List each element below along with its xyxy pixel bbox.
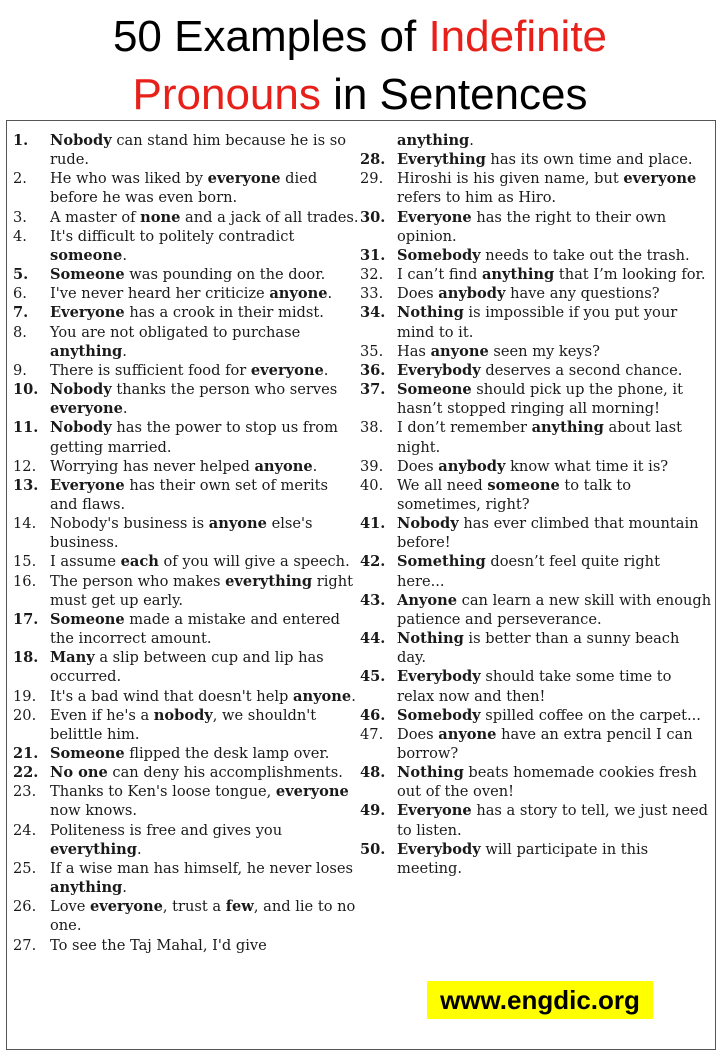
item-number: 11. [13, 419, 39, 437]
item-sentence [397, 150, 712, 169]
sentence-text: . [312, 457, 318, 475]
pronoun-highlight: Someone [50, 610, 125, 628]
sentence-text: Thanks to Ken's loose tongue, [50, 783, 276, 801]
item-number: 32. [360, 266, 384, 284]
sentence-item [13, 227, 359, 265]
item-sentence [50, 323, 359, 361]
pronoun-highlight: anybody [438, 457, 506, 475]
pronoun-highlight: someone [487, 476, 560, 494]
sentence-item [13, 552, 359, 571]
pronoun-highlight: Somebody [397, 706, 481, 724]
sentence-text: deserves a second chance. [480, 361, 683, 379]
sentence-text: It's a bad wind that doesn't help [50, 687, 293, 705]
item-sentence [50, 131, 359, 169]
sentence-item [360, 208, 712, 246]
item-number: 23. [13, 783, 37, 801]
item-sentence [397, 840, 712, 878]
sentence-text: and a jack of all trades. [180, 208, 359, 226]
item-number: 9. [13, 361, 27, 379]
item-sentence [50, 265, 359, 284]
item-sentence [50, 208, 359, 227]
item-sentence [397, 208, 712, 246]
sentence-item [360, 284, 712, 303]
sentence-text: has the power to stop us from getting married. [50, 419, 338, 456]
sentence-item [360, 303, 712, 341]
item-number: 29. [360, 170, 384, 188]
sentence-text: Has [397, 342, 431, 360]
sentence-item [13, 418, 359, 456]
item-number: 43. [360, 591, 386, 609]
page-title [0, 8, 720, 124]
sentence-text: was pounding on the door. [124, 266, 326, 284]
sentence-item [13, 744, 359, 763]
item-sentence [50, 897, 359, 935]
title-line1-highlight: Indefinite [428, 12, 608, 61]
item-sentence [50, 936, 359, 955]
sentence-item [13, 821, 359, 859]
pronoun-highlight: nobody [153, 706, 213, 724]
sentence-item [360, 629, 712, 667]
sentence-text: , and lie to no one. [50, 898, 356, 935]
pronoun-highlight: everything [225, 572, 313, 590]
item-sentence [50, 744, 359, 763]
sentence-item [360, 801, 712, 839]
item-sentence [397, 303, 712, 341]
pronoun-highlight: No one [50, 764, 108, 782]
pronoun-highlight: Someone [50, 266, 125, 284]
item-number: 31. [360, 246, 386, 264]
sentence-item [360, 380, 712, 418]
item-sentence [50, 457, 359, 476]
item-sentence [50, 303, 359, 322]
pronoun-highlight: Everyone [50, 304, 125, 322]
sentence-text: I don’t remember [397, 419, 532, 437]
sentence-text: If a wise man has himself, he never loses [50, 859, 354, 877]
sentence-text: Nobody's business is [50, 515, 209, 533]
item-sentence [397, 418, 712, 456]
sentence-item [13, 936, 359, 955]
item-number: 27. [13, 936, 37, 954]
item-sentence [397, 706, 712, 725]
item-sentence [397, 552, 712, 590]
item-number: 8. [13, 323, 27, 341]
sentence-text: Hiroshi is his given name, but [397, 170, 624, 188]
item-number: 13. [13, 476, 39, 494]
sentence-text: can learn a new skill with enough patience and perseverance. [397, 591, 712, 628]
pronoun-highlight: Nothing [397, 630, 464, 648]
pronoun-highlight: anyone [430, 342, 489, 360]
item-number: 15. [13, 553, 37, 571]
sentence-item [360, 667, 712, 705]
item-sentence [50, 418, 359, 456]
sentence-text: . [323, 361, 329, 379]
item-sentence [50, 572, 359, 610]
item-number: 28. [360, 151, 386, 169]
pronoun-highlight: anyone [293, 687, 352, 705]
item-number: 48. [360, 764, 386, 782]
sentence-text: He who was liked by [50, 170, 208, 188]
sentence-item [13, 169, 359, 207]
pronoun-highlight: anybody [438, 285, 506, 303]
item-number: 39. [360, 457, 384, 475]
item-number: 44. [360, 630, 386, 648]
sentence-item [360, 150, 712, 169]
item-number: 49. [360, 802, 386, 820]
pronoun-highlight: Nobody [50, 381, 112, 399]
pronoun-highlight: none [140, 208, 181, 226]
sentence-text: . [136, 840, 142, 858]
sentence-text: spilled coffee on the carpet... [480, 706, 701, 724]
item-number: 30. [360, 208, 386, 226]
pronoun-highlight: Everyone [397, 802, 472, 820]
sentence-item [360, 361, 712, 380]
pronoun-highlight: everyone [50, 400, 123, 418]
sentence-text: made a mistake and entered the incorrect amount. [50, 610, 341, 648]
item-number: 18. [13, 649, 39, 667]
sentence-text: will participate in this meeting. [397, 840, 649, 877]
sentence-item [13, 284, 359, 303]
sentence-item [13, 303, 359, 322]
pronoun-highlight: Everybody [397, 840, 481, 858]
website-badge[interactable]: www.engdic.org [427, 981, 653, 1019]
pronoun-highlight: Everyone [50, 476, 125, 494]
sentence-text: Does [397, 285, 439, 303]
pronoun-highlight: Many [50, 649, 95, 667]
sentence-item [360, 840, 712, 878]
examples-box [6, 120, 716, 1050]
sentence-text: has a crook in their midst. [124, 304, 324, 322]
pronoun-highlight: Nobody [50, 419, 112, 437]
sentence-text: that I’m looking for. [554, 266, 706, 284]
item-sentence [397, 342, 712, 361]
sentence-text: Does [397, 457, 439, 475]
pronoun-highlight: Something [397, 553, 486, 571]
item-number: 20. [13, 706, 37, 724]
sentence-item [360, 476, 712, 514]
item-sentence [397, 169, 712, 207]
sentence-text: has ever climbed that mountain before! [397, 515, 699, 552]
item-number: 33. [360, 285, 384, 303]
title-line-2 [0, 66, 720, 124]
pronoun-highlight: everyone [90, 898, 163, 916]
sentence-item [13, 323, 359, 361]
item-number: 45. [360, 668, 386, 686]
sentence-text: of you will give a speech. [158, 553, 350, 571]
item-number: 12. [13, 457, 37, 475]
sentence-item [13, 859, 359, 897]
sentence-item [13, 380, 359, 418]
item-sentence [50, 380, 359, 418]
item-number: 3. [13, 208, 27, 226]
sentence-text: doesn’t feel quite right here... [397, 553, 660, 590]
sentence-item [13, 610, 359, 648]
pronoun-highlight: Everyone [397, 208, 472, 226]
item-number: 10. [13, 381, 39, 399]
item-number: 35. [360, 342, 384, 360]
item-sentence [50, 284, 359, 303]
item-number: 6. [13, 285, 27, 303]
item-sentence [397, 380, 712, 418]
sentence-item [360, 514, 712, 552]
pronoun-highlight: Everybody [397, 361, 481, 379]
item-sentence [50, 782, 359, 820]
item-number: 47. [360, 725, 384, 743]
item-sentence [50, 169, 359, 207]
sentence-text: , trust a [162, 898, 226, 916]
sentence-text: . [122, 400, 128, 418]
pronoun-highlight: Everything [397, 151, 486, 169]
sentence-item [360, 169, 712, 207]
title-line1-plain: 50 Examples of [112, 12, 429, 61]
item-sentence [50, 227, 359, 265]
sentence-text: have an extra pencil I can borrow? [397, 725, 693, 762]
sentence-text: should take some time to relax now and then! [397, 668, 672, 705]
pronoun-highlight: someone [50, 246, 123, 264]
sentence-text: is impossible if you put your mind to it. [397, 304, 678, 341]
sentence-text: Does [397, 725, 439, 743]
pronoun-highlight: anything [50, 879, 123, 897]
sentence-item [360, 342, 712, 361]
pronoun-highlight: everything [50, 840, 137, 858]
item-number: 4. [13, 227, 27, 245]
sentence-text: I can’t find [397, 266, 482, 284]
pronoun-highlight: each [120, 553, 159, 571]
sentence-item [13, 648, 359, 686]
pronoun-highlight: Nothing [397, 764, 464, 782]
title-line-1 [0, 8, 720, 66]
item-sentence [50, 361, 359, 380]
sentence-text: have any questions? [505, 285, 660, 303]
sentence-text: now knows. [50, 802, 137, 820]
sentence-item [13, 131, 359, 169]
sentence-item [13, 782, 359, 820]
sentence-text: We all need [397, 476, 488, 494]
sentence-item [13, 687, 359, 706]
item-number: 14. [13, 515, 37, 533]
sentence-text: has its own time and place. [485, 151, 693, 169]
item-sentence [397, 667, 712, 705]
sentence-item [360, 131, 712, 150]
title-line2-highlight: Pronouns [132, 70, 321, 119]
item-sentence [50, 476, 359, 514]
item-sentence [397, 284, 712, 303]
sentence-item [13, 897, 359, 935]
item-sentence [397, 629, 712, 667]
sentence-item [360, 591, 712, 629]
sentence-item [13, 361, 359, 380]
sentence-item [360, 552, 712, 590]
sentence-text: seen my keys? [488, 342, 600, 360]
pronoun-highlight: Someone [50, 745, 125, 762]
item-sentence [397, 131, 712, 150]
sentence-item [13, 476, 359, 514]
sentence-text: thanks the person who serves [111, 381, 338, 399]
item-number: 24. [13, 821, 37, 839]
sentence-text: to talk to sometimes, right? [397, 476, 632, 513]
sentence-text: It's difficult to politely contradict [50, 227, 295, 245]
sentence-item [13, 514, 359, 552]
item-sentence [50, 552, 359, 571]
item-sentence [397, 763, 712, 801]
sentence-item [360, 763, 712, 801]
item-sentence [50, 821, 359, 859]
sentence-text: refers to him as Hiro. [397, 189, 556, 207]
item-sentence [397, 514, 712, 552]
sentence-text: Love [50, 898, 90, 916]
item-sentence [397, 591, 712, 629]
item-sentence [397, 725, 712, 763]
sentence-text: right must get up early. [50, 572, 353, 609]
pronoun-highlight: Somebody [397, 246, 481, 264]
sentence-text: Politeness is free and gives you [50, 821, 283, 839]
pronoun-highlight: Someone [397, 381, 472, 399]
sentence-item [13, 763, 359, 782]
item-sentence [397, 457, 712, 476]
item-sentence [50, 610, 359, 648]
sentence-item [13, 265, 359, 284]
left-column [13, 131, 359, 955]
pronoun-highlight: anyone [254, 457, 313, 475]
item-number: 41. [360, 515, 386, 533]
sentence-item [360, 725, 712, 763]
pronoun-highlight: anything [50, 342, 123, 360]
pronoun-highlight: Nobody [397, 515, 459, 533]
item-number: 19. [13, 687, 37, 705]
item-sentence [50, 763, 359, 782]
item-sentence [397, 801, 712, 839]
pronoun-highlight: everyone [250, 361, 324, 379]
pronoun-highlight: anyone [438, 725, 497, 743]
item-number: 36. [360, 361, 386, 379]
item-number: 46. [360, 706, 386, 724]
right-column [360, 131, 712, 878]
pronoun-highlight: Everybody [397, 668, 481, 686]
item-sentence [50, 859, 359, 897]
item-number: 38. [360, 419, 384, 437]
sentence-item [360, 457, 712, 476]
sentence-text: , we shouldn't belittle him. [50, 706, 317, 743]
item-number: 50. [360, 840, 386, 858]
sentence-text: is better than a sunny beach day. [397, 630, 680, 667]
sentence-item [13, 457, 359, 476]
item-number: 1. [13, 132, 29, 149]
item-number: 7. [13, 304, 29, 322]
item-number [360, 131, 397, 150]
pronoun-highlight: anything [397, 132, 470, 149]
item-number: 40. [360, 476, 384, 494]
sentence-text: a slip between cup and lip has occurred. [50, 649, 324, 686]
item-number: 17. [13, 610, 39, 628]
sentence-text: flipped the desk lamp over. [124, 745, 330, 762]
item-number: 22. [13, 764, 39, 782]
pronoun-highlight: Nothing [397, 304, 464, 322]
item-number: 25. [13, 859, 37, 877]
item-sentence [50, 648, 359, 686]
item-sentence [50, 687, 359, 706]
sentence-text: should pick up the phone, it hasn’t stopped ringing all morning! [397, 381, 683, 418]
sentence-text: can deny his accomplishments. [107, 764, 343, 782]
sentence-text: has a story to tell, we just need to listen. [397, 802, 708, 839]
sentence-item [360, 706, 712, 725]
item-sentence [50, 514, 359, 552]
sentence-text: has their own set of merits and flaws. [50, 476, 328, 513]
sentence-text: beats homemade cookies fresh out of the oven! [397, 764, 697, 801]
pronoun-highlight: anyone [269, 285, 328, 303]
sentence-text: died before he was even born. [50, 170, 318, 207]
sentence-text: A master of [50, 208, 141, 226]
sentence-text: . [122, 879, 127, 897]
pronoun-highlight: everyone [207, 170, 281, 188]
sentence-item [13, 208, 359, 227]
item-number: 16. [13, 572, 37, 590]
sentence-text: know what time it is? [505, 457, 669, 475]
sentence-text: I've never heard her criticize [50, 285, 270, 303]
sentence-item [13, 706, 359, 744]
pronoun-highlight: anyone [208, 515, 267, 533]
pronoun-highlight: everyone [623, 170, 697, 188]
sentence-text: . [327, 285, 333, 303]
item-number: 5. [13, 266, 29, 284]
pronoun-highlight: anything [481, 266, 555, 284]
sentence-item [13, 572, 359, 610]
item-number: 26. [13, 898, 37, 916]
sentence-text: . [122, 342, 127, 360]
item-number: 2. [13, 170, 27, 188]
item-number: 37. [360, 381, 386, 399]
item-sentence [397, 476, 712, 514]
sentence-text: . [469, 132, 474, 149]
sentence-text: Worrying has never helped [50, 457, 255, 475]
title-line2-plain: in Sentences [320, 70, 588, 119]
sentence-text: Even if he's a [50, 706, 154, 724]
sentence-text: You are not obligated to purchase [50, 323, 301, 341]
sentence-item [360, 418, 712, 456]
sentence-text: The person who makes [50, 572, 226, 590]
item-sentence [50, 706, 359, 744]
sentence-text: needs to take out the trash. [480, 246, 690, 264]
pronoun-highlight: Nobody [50, 132, 112, 149]
sentence-item [360, 265, 712, 284]
pronoun-highlight: everyone [275, 783, 349, 801]
sentence-item [360, 246, 712, 265]
sentence-text: I assume [50, 553, 121, 571]
sentence-text: To see the Taj Mahal, I'd give [50, 936, 267, 954]
item-sentence [397, 246, 712, 265]
sentence-text: There is sufficient food for [50, 361, 251, 379]
pronoun-highlight: few [225, 898, 254, 916]
pronoun-highlight: Anyone [397, 591, 458, 609]
item-number: 34. [360, 304, 386, 322]
sentence-text: else's business. [50, 515, 313, 552]
sentence-text: about last night. [397, 419, 682, 456]
item-number: 42. [360, 553, 386, 571]
item-sentence [397, 265, 712, 284]
item-number: 21. [13, 745, 39, 762]
sentence-text: has the right to their own opinion. [397, 208, 667, 245]
sentence-text: . [122, 246, 127, 264]
item-sentence [397, 361, 712, 380]
sentence-text: . [351, 687, 356, 705]
pronoun-highlight: anything [531, 419, 604, 437]
sentence-text: can stand him because he is so rude. [50, 132, 346, 169]
